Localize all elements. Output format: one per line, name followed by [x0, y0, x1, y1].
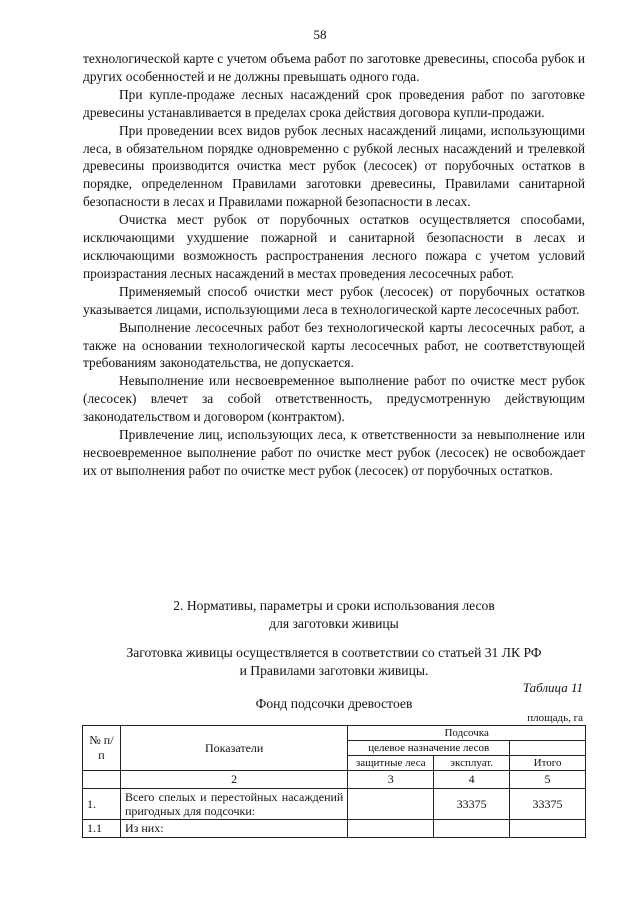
column-number-row — [83, 771, 586, 789]
header-indicators: Показатели — [120, 726, 347, 771]
header-tapping: Подсочка — [348, 726, 586, 741]
table-label: Таблица 11 — [522, 680, 583, 695]
section-title — [83, 597, 585, 633]
column-number: 2 — [120, 771, 347, 789]
tapping-fund-table — [82, 725, 586, 838]
section-title-line-2: для заготовки живицы — [269, 616, 399, 631]
column-number: 3 — [348, 771, 434, 789]
body-text — [83, 50, 585, 480]
section-intro-line-2: и Правилами заготовки живицы. — [239, 663, 429, 678]
paragraph-1: технологической карте с учетом объема работ по заготовке древесины, способа рубок и других особенностей и не должны превышать одного года. — [83, 51, 585, 84]
column-number-blank — [83, 771, 121, 789]
row-total: 33375 — [510, 789, 586, 820]
row-indicator: Из них: — [120, 820, 347, 838]
row-num: 1. — [83, 789, 121, 820]
table-row — [83, 820, 586, 838]
row-indicator: Всего спелых и перестойных насаждений пригодных для подсочки: — [120, 789, 347, 820]
row-exploitation — [434, 820, 510, 838]
header-total: Итого — [510, 756, 586, 771]
row-exploitation: 33375 — [434, 789, 510, 820]
header-exploitation: эксплуат. — [434, 756, 510, 771]
page-number: 58 — [313, 27, 327, 42]
header-empty — [510, 741, 586, 756]
header-protective: защитные леса — [348, 756, 434, 771]
paragraph-6: Выполнение лесосечных работ без технологической карты лесосечных работ, а также на основании технологической карты лесосечных работ, не соответствующей требованиям законодательства, не допускается. — [83, 319, 585, 371]
table-caption: Фонд подсочки древостоев — [255, 696, 413, 711]
table-header-row — [83, 726, 586, 741]
row-protective — [348, 789, 434, 820]
row-protective — [348, 820, 434, 838]
row-total — [510, 820, 586, 838]
section-intro-line-1: Заготовка живицы осуществляется в соответствии со статьей 31 ЛК РФ — [126, 645, 542, 660]
table-row — [83, 789, 586, 820]
paragraph-7: Невыполнение или несвоевременное выполнение работ по очистке мест рубок (лесосек) влечет за собой ответственность, предусмотренную действующим законодательством и договором (контрактом). — [83, 373, 585, 425]
header-num: № п/п — [83, 726, 121, 771]
paragraph-3: При проведении всех видов рубок лесных насаждений лицами, использующими леса, в обязательном порядке одновременно с рубкой лесных насаждений и трелевкой древесины производится очистка мест рубок (лесосек) от порубочных остатков в порядке, определенном Правилами заготовки древесины, Правилами санитарной безопасности в лесах и Правилами пожарной безопасности в лесах. — [83, 122, 585, 210]
paragraph-2: При купле-продаже лесных насаждений срок проведения работ по заготовке древесины устанавливается в пределах срока действия договора купли-продажи. — [83, 86, 585, 120]
paragraph-5: Применяемый способ очистки мест рубок (лесосек) от порубочных остатков указывается лицами, использующими леса в технологической карте лесосечных работ. — [83, 283, 585, 317]
row-num: 1.1 — [83, 820, 121, 838]
paragraph-4: Очистка мест рубок от порубочных остатков осуществляется способами, исключающими ухудшение пожарной и санитарной безопасности в лесах и исключающими возможность распространения лесного пожара с учетом условий произрастания лесных насаждений в местах проведения лесосечных работ. — [83, 212, 585, 281]
paragraph-8: Привлечение лиц, использующих леса, к ответственности за невыполнение или несвоевременное выполнение работ по очистке мест рубок (лесосек) не освобождает их от выполнения работ по очистке мест рубок (лесосек) от порубочных остатков. — [83, 427, 585, 478]
column-number: 4 — [434, 771, 510, 789]
table-unit: площадь, га — [527, 712, 583, 724]
column-number: 5 — [510, 771, 586, 789]
header-purpose: целевое назначение лесов — [348, 741, 510, 756]
section-title-line-1: 2. Нормативы, параметры и сроки использования лесов — [173, 598, 495, 613]
section-intro — [83, 644, 585, 680]
